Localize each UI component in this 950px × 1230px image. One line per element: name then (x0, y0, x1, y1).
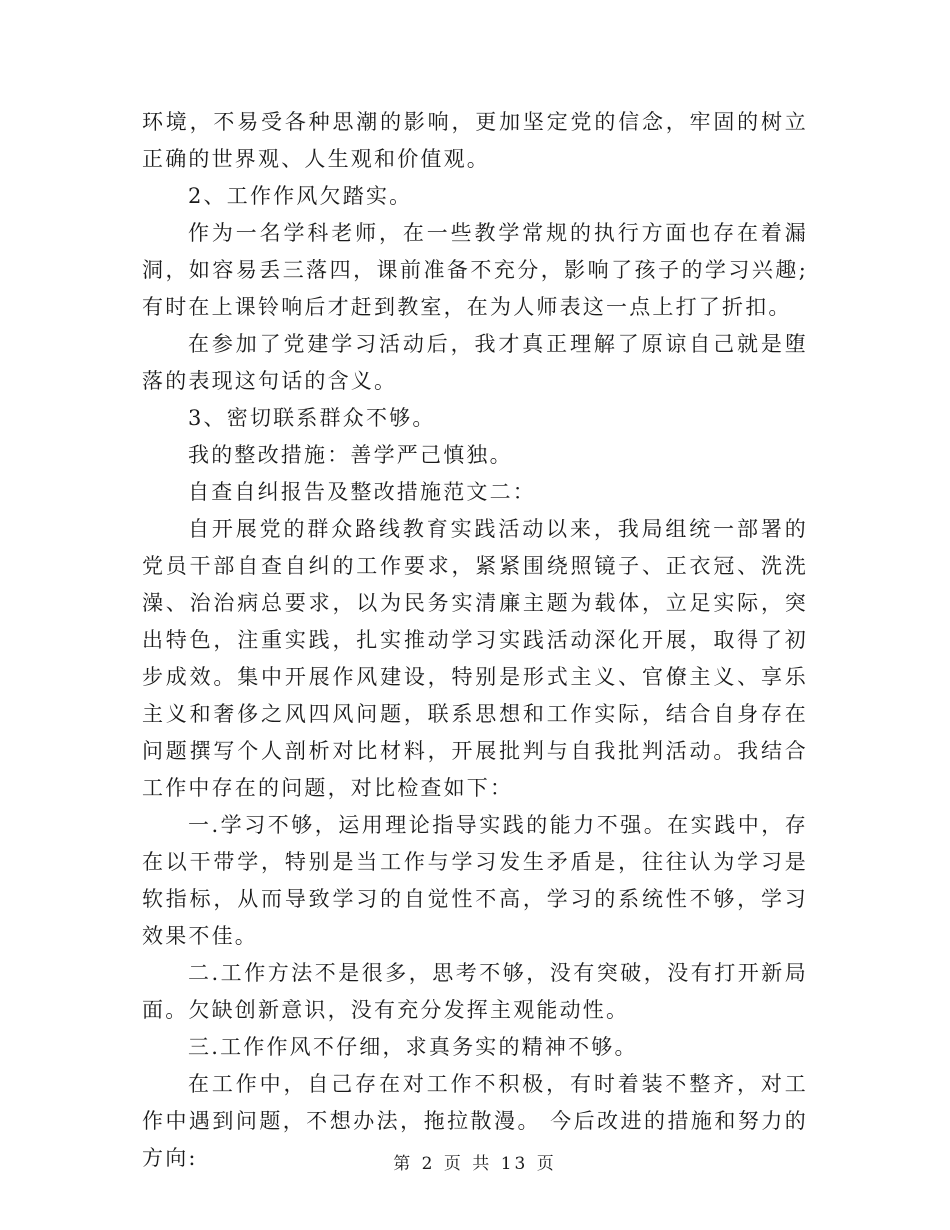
paragraph-2: 2、工作作风欠踏实。 (188, 184, 413, 208)
paragraph-4: 在参加了党建学习活动后，我才真正理解了原谅自己就是堕落的表现这句话的含义。 (142, 332, 808, 393)
paragraph-7: 自查自纠报告及整改措施范文二： (188, 480, 536, 504)
paragraph-1: 环境，不易受各种思潮的影响，更加坚定党的信念，牢固的树立正确的世界观、人生观和价值观。 (142, 110, 808, 171)
paragraph-9: 一.学习不够，运用理论指导实践的能力不强。在实践中，存在以干带学，特别是当工作与学习发生矛盾是，往往认为学习是软指标，从而导致学习的自觉性不高，学习的系统性不够，学习效果不佳。 (142, 813, 808, 948)
paragraph-6: 我的整改措施：善学严己慎独。 (188, 443, 513, 467)
paragraph-12: 在工作中，自己存在对工作不积极，有时着装不整齐，对工作中遇到问题，不想办法，拖拉散漫。 今后改进的措施和努力的方向: (142, 1072, 808, 1170)
page-number-footer: 第 2 页 共 13 页 (393, 1154, 557, 1174)
document-body (142, 104, 808, 1177)
paragraph-3: 作为一名学科老师，在一些教学常规的执行方面也存在着漏洞，如容易丢三落四，课前准备不充分，影响了孩子的学习兴趣;有时在上课铃响后才赶到教室，在为人师表这一点上打了折扣。 (142, 221, 808, 319)
paragraph-11: 三.工作作风不仔细，求真务实的精神不够。 (188, 1035, 638, 1059)
paragraph-8: 自开展党的群众路线教育实践活动以来，我局组统一部署的党员干部自查自纠的工作要求，紧紧围绕照镜子、正衣冠、洗洗澡、治治病总要求，以为民务实清廉主题为载体，立足实际，突出特色，注重实践，扎实推动学习实践活动深化开展，取得了初步成效。集中开展作风建设，特别是形式主义、官僚主义、享乐主义和奢侈之风四风问题，联系思想和工作实际，结合自身存在问题撰写个人剖析对比材料，开展批判与自我批判活动。我结合工作中存在的问题，对比检查如下： (142, 517, 808, 800)
paragraph-10: 二.工作方法不是很多，思考不够，没有突破，没有打开新局面。欠缺创新意识，没有充分发挥主观能动性。 (142, 961, 808, 1022)
paragraph-5: 3、密切联系群众不够。 (188, 406, 436, 430)
